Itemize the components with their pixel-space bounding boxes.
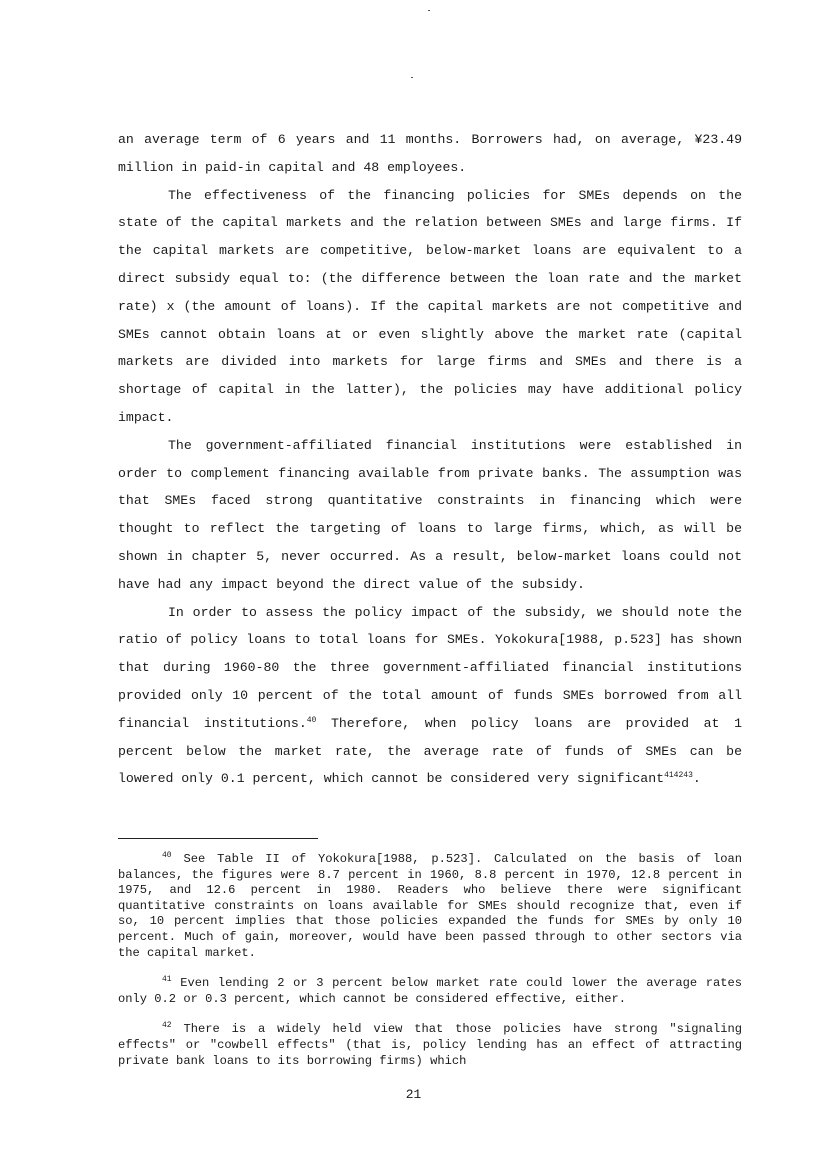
scan-speck (411, 77, 413, 78)
paragraph (118, 599, 742, 794)
paragraph: an average term of 6 years and 11 months. Borrowers had, on average, ¥23.49 million in paid-in capital and 48 employees. (118, 132, 742, 175)
scan-speck (428, 10, 430, 11)
footnote-separator (118, 838, 318, 839)
footnote-text: See Table II of Yokokura[1988, p.523]. Calculated on the basis of loan balances, the figures were 8.7 percent in 1960, 8.8 percent in 1970, 12.8 percent in 1975, and 12.6 percent in 1980. Readers who believe there were significant quantitative constraints on loans available for SMEs should recognize that, even if so, 10 percent implies that those policies expanded the funds for SMEs by only 10 percent. Much of gain, moreover, would have been passed through to other sectors via the capital market. (118, 852, 742, 960)
footnote-number: 40 (162, 851, 172, 860)
paragraph: The government-affiliated financial institutions were established in order to complement financing available from private banks. The assumption was that SMEs faced strong quantitative constraints in financing which were thought to reflect the targeting of loans to large firms, which, as will be shown in chapter 5, never occurred. As a result, below-market loans could not have had any impact beyond the direct value of the subsidy. (118, 437, 742, 592)
paragraph-text: . (692, 771, 701, 787)
footnote (118, 1022, 742, 1069)
paragraph-text: Therefore, when policy loans are provided at 1 percent below the market rate, the average rate of funds of SMEs can be lowered only 0.1 percent, which cannot be considered very significant (118, 715, 742, 787)
footnote-number: 41 (162, 975, 172, 985)
footnotes (118, 852, 742, 1084)
footnote-number: 42 (162, 1021, 172, 1031)
body-text (118, 126, 742, 793)
page-number: 21 (405, 1087, 422, 1102)
footnote (118, 852, 742, 961)
footnote-ref: 40 (306, 715, 317, 725)
footnote-text: Even lending 2 or 3 percent below market rate could lower the average rates only 0.2 or 0.3 percent, which cannot be considered effective, either. (118, 976, 742, 1006)
footnote-text: There is a widely held view that those policies have strong "signaling effects" or "cowbell effects" (that is, policy lending has an effect of attracting private bank loans to its borrowing firms) which (118, 1022, 742, 1068)
paragraph-text: In order to assess the policy impact of the subsidy, we should note the ratio of policy loans to total loans for SMEs. Yokokura[1988, p.523] has shown that during 1960-80 the three government-affiliated financial institutions provided only 10 percent of the total amount of funds SMEs borrowed from all financial institutions. (118, 604, 742, 731)
paragraph: The effectiveness of the financing policies for SMEs depends on the state of the capital markets and the relation between SMEs and large firms. If the capital markets are competitive, below-market loans are equivalent to a direct subsidy equal to: (the difference between the loan rate and the market rate) x (the amount of loans). If the capital markets are not competitive and SMEs cannot obtain loans at or even slightly above the market rate (capital markets are divided into markets for large firms and SMEs and there is a shortage of capital in the latter), the policies may have additional policy impact. (118, 187, 742, 425)
footnote-ref: 414243 (664, 771, 693, 781)
footnote (118, 976, 742, 1007)
